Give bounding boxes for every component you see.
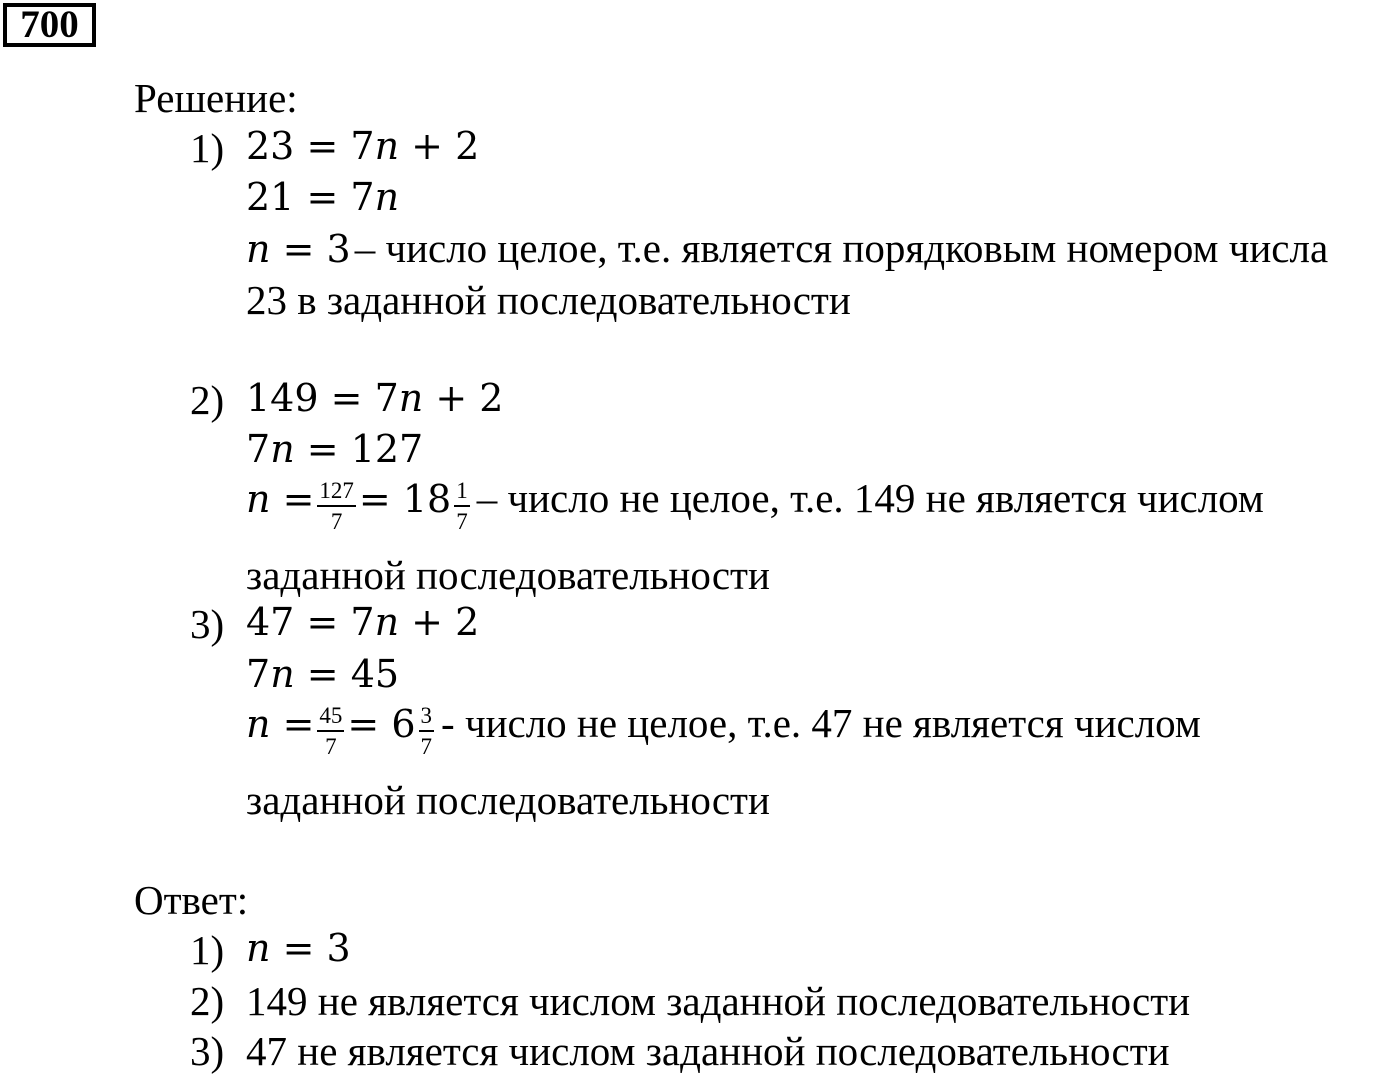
solution-item-3-label: 3) [190,601,225,647]
solution-item-1-equation-2: 21 = 7n [246,175,400,219]
solution-item-2-line-3: n = $\frac{127}{7}$ = 18 $\frac{1}{7}$ – число не целое, т.е. 149 не является числом [246,475,1264,534]
answer-item-2-label: 2) [190,978,225,1024]
fraction: $\frac{45}{7}$ [319,702,343,759]
solution-item-1-line-4: 23 в заданной последовательности [246,277,851,323]
solution-heading: Решение: [134,75,298,121]
fraction: $\frac{3}{7}$ [420,702,433,759]
answer-item-2-text: 149 не является числом заданной последовательности [246,978,1191,1024]
solution-item-2-label: 2) [190,377,225,423]
solution-item-3-equation-2: 7n = 45 [246,652,400,696]
problem-number-badge: 700 [3,3,96,47]
fraction: $\frac{1}{7}$ [456,477,468,534]
fraction: $\frac{127}{7}$ [319,477,354,534]
solution-item-2-equation-1: 149 = 7n + 2 [246,376,504,420]
solution-item-3-line-4: заданной последовательности [246,777,770,823]
solution-item-3-line-3: n = $\frac{45}{7}$ = 6 $\frac{3}{7}$ - число не целое, т.е. 47 не является числом [246,700,1201,759]
solution-item-1-line-3: n = 3 – число целое, т.е. является порядковым номером числа [246,225,1329,271]
solution-item-1-label: 1) [190,125,225,171]
solution-item-1-equation-1: 23 = 7n + 2 [246,124,480,168]
answer-item-1-label: 1) [190,927,225,973]
solution-item-2-line-4: заданной последовательности [246,552,770,598]
solution-item-2-equation-2: 7n = 127 [246,427,424,471]
solution-item-3-equation-1: 47 = 7n + 2 [246,600,480,644]
answer-item-3-label: 3) [190,1028,225,1074]
answer-item-3-text: 47 не является числом заданной последовательности [246,1028,1170,1074]
answer-heading: Ответ: [134,877,249,923]
answer-item-1-equation: n = 3 [246,926,351,970]
